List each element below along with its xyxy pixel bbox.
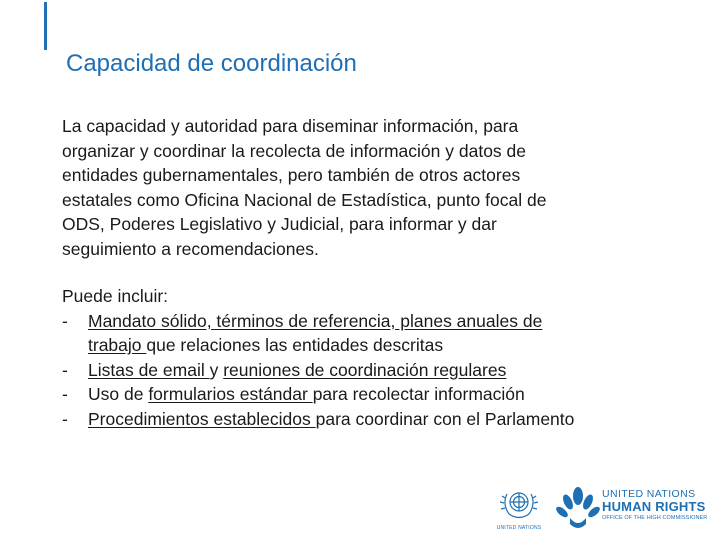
- bullet-line: [88, 333, 702, 358]
- ohchr-line-1: UNITED NATIONS: [602, 488, 696, 500]
- bullet-text: para coordinar con el Parlamento: [315, 408, 575, 429]
- includes-section: [62, 284, 702, 431]
- un-emblem-icon: [498, 484, 540, 524]
- underlined-text: trabajo: [88, 335, 147, 355]
- bullet-dash: -: [62, 384, 68, 404]
- ohchr-line-2: HUMAN RIGHTS: [602, 499, 706, 514]
- bullet-dash: -: [62, 310, 68, 331]
- list-item: [62, 382, 702, 407]
- intro-line: organizar y coordinar la recolecta de información y datos de: [62, 140, 526, 161]
- accent-bar: [44, 2, 47, 50]
- bullet-dash: -: [62, 359, 68, 380]
- list-item: [62, 358, 702, 383]
- intro-line: La capacidad y autoridad para diseminar información, para: [62, 116, 519, 136]
- bullet-text: y: [209, 359, 224, 380]
- footer-logos: [494, 480, 710, 536]
- list-item: [62, 407, 702, 432]
- underlined-text: reuniones de coordinación regulares: [223, 359, 507, 380]
- intro-line: estatales como Oficina Nacional de Estadística, punto focal de: [62, 189, 547, 210]
- bullet-line: [88, 382, 702, 407]
- list-item: [62, 309, 702, 358]
- slide-title: Capacidad de coordinación: [66, 50, 357, 77]
- underlined-text: formularios estándar: [148, 384, 313, 404]
- human-rights-emblem-icon: [556, 482, 600, 534]
- ohchr-wordmark: [602, 488, 707, 522]
- intro-line: ODS, Poderes Legislativo y Judicial, para informar y dar: [62, 214, 497, 234]
- bullet-line: [88, 407, 702, 432]
- includes-lead: Puede incluir:: [62, 286, 169, 306]
- intro-line: entidades gubernamentales, pero también de otros actores: [62, 165, 521, 185]
- bullet-line: [88, 358, 702, 383]
- bullet-text: que relaciones las entidades descritas: [146, 335, 444, 355]
- underlined-text: Listas de email: [88, 359, 210, 380]
- bullet-text: para recolectar información: [312, 384, 525, 404]
- un-logo-caption: UNITED NATIONS: [496, 525, 542, 531]
- bullet-line: [88, 309, 702, 334]
- underlined-text: Mandato sólido, términos de referencia, planes anuales de: [88, 310, 543, 331]
- bullet-dash: -: [62, 408, 68, 429]
- intro-paragraph: [62, 114, 662, 261]
- intro-line: seguimiento a recomendaciones.: [62, 238, 319, 259]
- bullet-list: [62, 309, 702, 432]
- bullet-text: Uso de: [88, 384, 149, 404]
- underlined-text: Procedimientos establecidos: [88, 408, 316, 429]
- ohchr-line-3: OFFICE OF THE HIGH COMMISSIONER: [602, 515, 708, 521]
